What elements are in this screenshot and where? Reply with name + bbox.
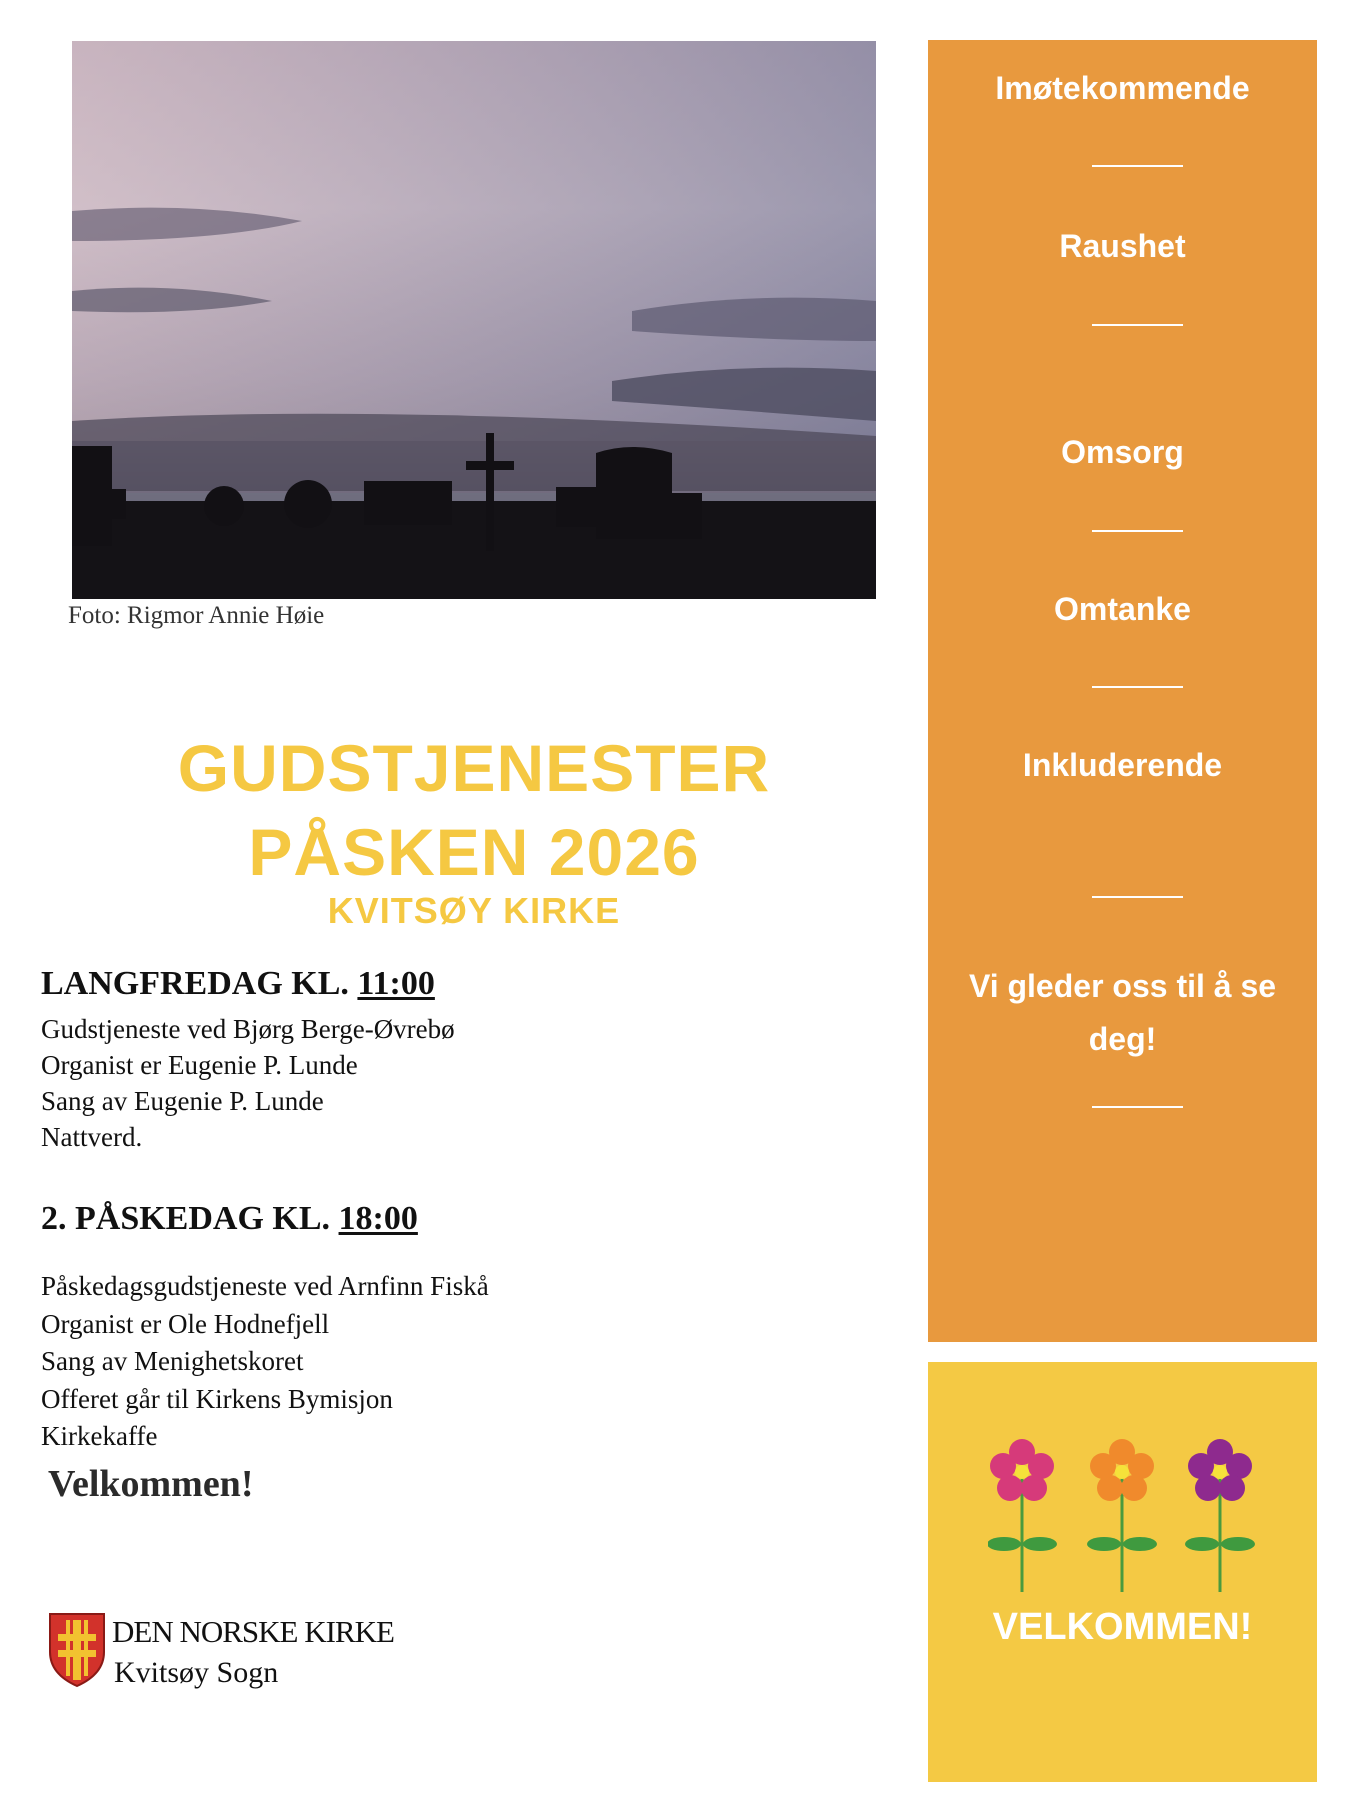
divider bbox=[1092, 324, 1183, 326]
cemetery-photo bbox=[72, 41, 876, 599]
service-detail-line: Sang av Menighetskoret bbox=[41, 1346, 304, 1376]
headline-church: KVITSØY KIRKE bbox=[327, 890, 621, 931]
service-detail-line: Organist er Eugenie P. Lunde bbox=[41, 1050, 358, 1080]
divider bbox=[1092, 686, 1183, 688]
flowers-illustration bbox=[988, 1432, 1258, 1592]
value-word: Raushet bbox=[1059, 228, 1186, 264]
service-detail-line: Sang av Eugenie P. Lunde bbox=[41, 1086, 324, 1116]
value-word: Omsorg bbox=[1061, 434, 1184, 470]
welcome-panel bbox=[928, 1362, 1317, 1782]
welcome-text: Velkommen! bbox=[48, 1463, 254, 1505]
service-title-prefix: LANGFREDAG KL. bbox=[41, 965, 349, 1002]
service-details bbox=[41, 1268, 801, 1456]
value-word: Omtanke bbox=[1054, 591, 1191, 627]
headline-title: GUDSTJENESTER bbox=[177, 731, 771, 805]
divider bbox=[1092, 530, 1183, 532]
service-detail-line: Offeret går til Kirkens Bymisjon bbox=[41, 1383, 393, 1414]
service-detail-line: Gudstjeneste ved Bjørg Berge-Øvrebø bbox=[41, 1014, 455, 1044]
flower-orange-icon bbox=[1087, 1439, 1157, 1592]
values-sidebar bbox=[928, 40, 1317, 1342]
church-shield-icon bbox=[48, 1612, 106, 1688]
value-word: Inkluderende bbox=[1022, 747, 1223, 783]
service-detail-line: Nattverd. bbox=[41, 1122, 143, 1152]
service-time: 11:00 bbox=[357, 965, 435, 1002]
service-langfredag bbox=[41, 965, 801, 1155]
service-detail-line: Organist er Ole Hodnefjell bbox=[41, 1308, 330, 1339]
service-title bbox=[41, 965, 801, 1003]
welcome-banner: VELKOMMEN! bbox=[992, 1606, 1253, 1648]
service-title bbox=[41, 1200, 801, 1238]
service-details bbox=[41, 1011, 801, 1155]
service-title-prefix: 2. PÅSKEDAG KL. bbox=[41, 1200, 331, 1237]
service-detail-line: Påskedagsgudstjeneste ved Arnfinn Fiskå bbox=[41, 1271, 489, 1301]
service-paaskedag bbox=[41, 1200, 801, 1456]
photo-credit: Foto: Rigmor Annie Høie bbox=[68, 602, 325, 629]
value-word: Imøtekommende bbox=[995, 70, 1250, 106]
divider bbox=[1092, 165, 1183, 167]
service-time: 18:00 bbox=[338, 1200, 418, 1237]
divider bbox=[1092, 1106, 1183, 1108]
flower-purple-icon bbox=[1185, 1439, 1255, 1592]
divider bbox=[1092, 896, 1183, 898]
headline-subtitle: PÅSKEN 2026 bbox=[248, 815, 700, 889]
logo-parish-name: Kvitsøy Sogn bbox=[114, 1656, 279, 1689]
service-detail-line: Kirkekaffe bbox=[41, 1421, 158, 1451]
sidebar-greeting: Vi gleder oss til å se deg! bbox=[968, 968, 1277, 1057]
logo-org-name: DEN NORSKE KIRKE bbox=[112, 1614, 394, 1649]
church-logo bbox=[48, 1612, 448, 1702]
flower-pink-icon bbox=[988, 1439, 1057, 1592]
